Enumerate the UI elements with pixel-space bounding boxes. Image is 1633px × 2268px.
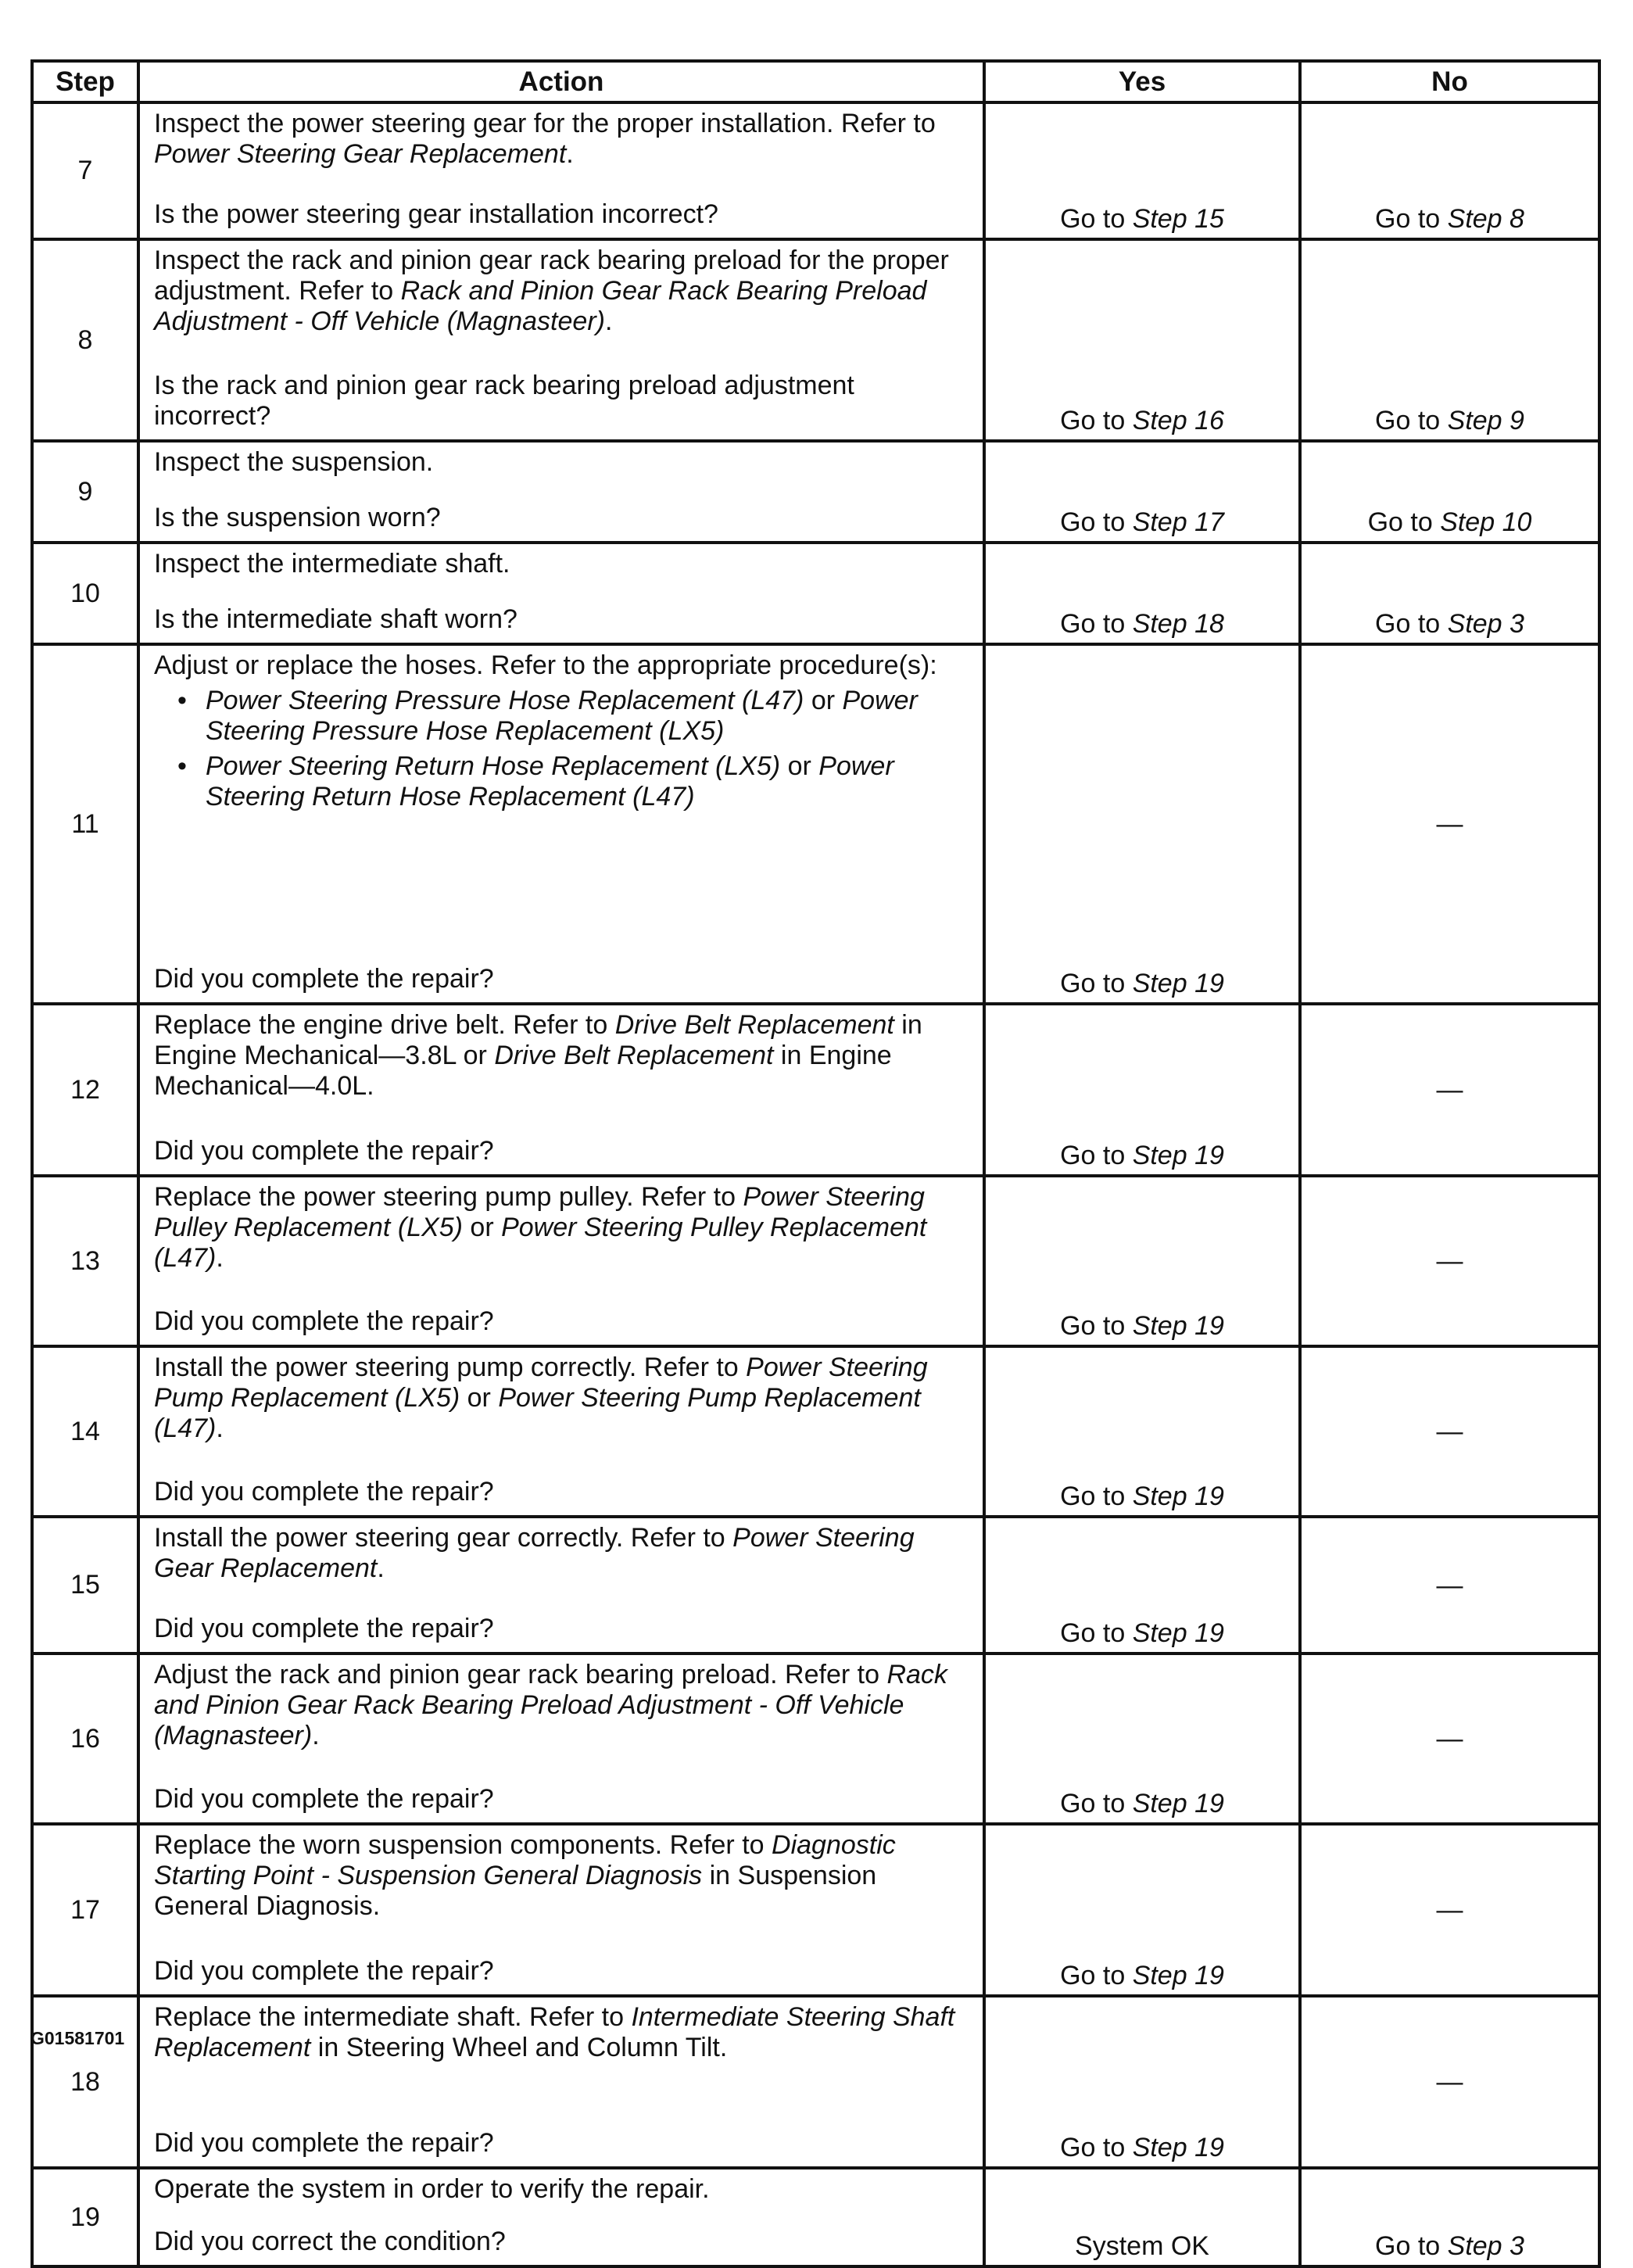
no-result — [1300, 1824, 1599, 1996]
no-result — [1300, 1654, 1599, 1824]
step-reference: Step 19 — [1132, 1789, 1224, 1818]
no-result — [1300, 102, 1599, 239]
action-text: . — [604, 306, 613, 336]
step-reference: Step 8 — [1447, 204, 1524, 234]
table-row — [32, 644, 1599, 1004]
yes-result — [984, 1824, 1300, 1996]
no-result-text: — — [1436, 1075, 1463, 1105]
reference-link-text: Power Steering Pulley Replacement (L47) — [154, 1213, 927, 1273]
yes-result — [984, 441, 1300, 543]
action-question: Did you complete the repair? — [154, 1956, 494, 1986]
no-result-text: — — [1436, 2067, 1463, 2097]
action-cell — [138, 239, 984, 441]
table-row — [32, 1176, 1599, 1346]
go-to-label: Go to — [1060, 204, 1133, 234]
procedure-list — [154, 686, 973, 812]
action-text: Inspect the power steering gear for the proper installation. Refer to — [154, 109, 936, 138]
step-number: 9 — [32, 441, 138, 543]
action-text: . — [377, 1553, 385, 1583]
yes-result — [984, 543, 1300, 644]
action-question: Did you complete the repair? — [154, 964, 494, 994]
table-row — [32, 239, 1599, 441]
action-cell — [138, 1176, 984, 1346]
go-to-label: Go to — [1367, 507, 1441, 537]
action-text: or — [462, 1213, 502, 1242]
no-result — [1300, 2168, 1599, 2266]
action-text: or — [804, 686, 843, 715]
action-cell — [138, 1824, 984, 1996]
yes-result — [984, 1176, 1300, 1346]
step-reference: Step 19 — [1132, 1141, 1224, 1170]
reference-link-text: Intermediate Steering Shaft Replacement — [154, 2002, 955, 2062]
action-text: . — [312, 1721, 320, 1750]
table-row — [32, 441, 1599, 543]
action-instruction — [154, 1660, 973, 1751]
action-text: Replace the engine drive belt. Refer to — [154, 1010, 615, 1040]
yes-result — [984, 2168, 1300, 2266]
action-cell — [138, 1004, 984, 1176]
action-text: Replace the worn suspension components. Refer to — [154, 1830, 772, 1860]
no-result — [1300, 239, 1599, 441]
step-number: 14 — [32, 1346, 138, 1517]
action-instruction — [154, 109, 973, 170]
reference-link-text: Rack and Pinion Gear Rack Bearing Preload Adjustment - Off Vehicle (Magnasteer) — [154, 1660, 947, 1750]
reference-link-text: Rack and Pinion Gear Rack Bearing Preload Adjustment - Off Vehicle (Magnasteer) — [154, 276, 927, 336]
yes-result — [984, 239, 1300, 441]
header-yes: Yes — [984, 61, 1300, 102]
step-number: 11 — [32, 644, 138, 1004]
yes-result-text: System OK — [1075, 2231, 1209, 2261]
action-instruction — [154, 447, 973, 478]
action-instruction — [154, 2002, 973, 2063]
step-number: 13 — [32, 1176, 138, 1346]
action-instruction — [154, 1830, 973, 1922]
table-row — [32, 1346, 1599, 1517]
action-text: Inspect the suspension. — [154, 447, 434, 477]
action-instruction — [154, 650, 973, 681]
header-no: No — [1300, 61, 1599, 102]
action-question: Did you complete the repair? — [154, 1614, 494, 1643]
action-text: . — [566, 139, 574, 169]
no-result — [1300, 1346, 1599, 1517]
go-to-label: Go to — [1060, 406, 1133, 435]
step-reference: Step 19 — [1132, 1961, 1224, 1990]
action-instruction — [154, 549, 973, 579]
reference-link-text: Power Steering Pressure Hose Replacement (LX5) — [206, 686, 918, 746]
step-reference: Step 3 — [1447, 2231, 1524, 2261]
table-row — [32, 1004, 1599, 1176]
action-cell — [138, 102, 984, 239]
yes-result — [984, 102, 1300, 239]
reference-link-text: Power Steering Pressure Hose Replacement (L47) — [206, 686, 804, 715]
yes-result — [984, 1996, 1300, 2168]
action-question: Did you complete the repair? — [154, 1306, 494, 1336]
step-reference: Step 18 — [1132, 609, 1224, 639]
reference-link-text: Power Steering Gear Replacement — [154, 139, 567, 169]
action-instruction — [154, 2174, 973, 2205]
action-question: Is the power steering gear installation incorrect? — [154, 199, 718, 229]
step-number: 16 — [32, 1654, 138, 1824]
action-text: Inspect the intermediate shaft. — [154, 549, 510, 579]
action-instruction — [154, 1182, 973, 1274]
go-to-label: Go to — [1375, 204, 1448, 234]
reference-link-text: Power Steering Return Hose Replacement (L47) — [206, 751, 894, 812]
reference-link-text: Drive Belt Replacement — [494, 1041, 774, 1070]
go-to-label: Go to — [1375, 406, 1448, 435]
action-instruction — [154, 245, 973, 337]
step-reference: Step 19 — [1132, 1618, 1224, 1648]
action-question: Did you complete the repair? — [154, 1136, 494, 1166]
procedure-list-item — [177, 686, 973, 747]
action-cell — [138, 1654, 984, 1824]
step-number: 17 — [32, 1824, 138, 1996]
step-number: 12 — [32, 1004, 138, 1176]
action-question: Did you complete the repair? — [154, 2128, 494, 2158]
go-to-label: Go to — [1060, 1789, 1133, 1818]
reference-link-text: Power Steering Pump Replacement (LX5) — [154, 1353, 928, 1413]
action-instruction — [154, 1353, 973, 1444]
reference-link-text: Power Steering Gear Replacement — [154, 1523, 915, 1583]
step-reference: Step 15 — [1132, 204, 1224, 234]
step-reference: Step 16 — [1132, 406, 1224, 435]
action-cell — [138, 441, 984, 543]
table-row — [32, 2168, 1599, 2266]
action-text: Install the power steering pump correctly. Refer to — [154, 1353, 747, 1382]
step-reference: Step 19 — [1132, 2133, 1224, 2162]
action-text: Adjust the rack and pinion gear rack bearing preload. Refer to — [154, 1660, 887, 1689]
reference-link-text: Drive Belt Replacement — [614, 1010, 894, 1040]
action-question: Is the intermediate shaft worn? — [154, 604, 517, 634]
step-reference: Step 19 — [1132, 1311, 1224, 1341]
table-row — [32, 102, 1599, 239]
action-text: or — [460, 1383, 499, 1413]
no-result — [1300, 441, 1599, 543]
table-row — [32, 543, 1599, 644]
action-instruction — [154, 1523, 973, 1584]
action-cell — [138, 2168, 984, 2266]
figure-id: G01581701 — [30, 2028, 125, 2048]
no-result-text: — — [1436, 1570, 1463, 1600]
go-to-label: Go to — [1060, 969, 1133, 998]
action-text: Replace the power steering pump pulley. Refer to — [154, 1182, 743, 1212]
action-text: Inspect the rack and pinion gear rack bearing preload for the proper adjustment. Refer to — [154, 245, 949, 306]
action-text: Replace the intermediate shaft. Refer to — [154, 2002, 632, 2032]
action-text: in Engine Mechanical—4.0L. — [154, 1041, 892, 1101]
go-to-label: Go to — [1060, 1482, 1133, 1511]
step-number: 19 — [32, 2168, 138, 2266]
action-text: in Suspension General Diagnosis. — [154, 1861, 877, 1921]
action-question: Did you complete the repair? — [154, 1784, 494, 1814]
header-action: Action — [138, 61, 984, 102]
go-to-label: Go to — [1375, 609, 1448, 639]
step-number: 10 — [32, 543, 138, 644]
step-reference: Step 19 — [1132, 969, 1224, 998]
action-text: . — [216, 1413, 224, 1443]
no-result — [1300, 644, 1599, 1004]
no-result-text: — — [1436, 1417, 1463, 1446]
step-reference: Step 3 — [1447, 609, 1524, 639]
yes-result — [984, 644, 1300, 1004]
action-text: . — [216, 1243, 224, 1273]
go-to-label: Go to — [1060, 1311, 1133, 1341]
yes-result — [984, 1654, 1300, 1824]
no-result-text: — — [1436, 1895, 1463, 1925]
no-result — [1300, 1176, 1599, 1346]
action-cell — [138, 1996, 984, 2168]
no-result — [1300, 1004, 1599, 1176]
step-reference: Step 19 — [1132, 1482, 1224, 1511]
action-question: Did you complete the repair? — [154, 1477, 494, 1507]
action-question: Is the rack and pinion gear rack bearing preload adjustment incorrect? — [154, 371, 854, 431]
action-question: Did you correct the condition? — [154, 2227, 506, 2256]
go-to-label: Go to — [1060, 1618, 1133, 1648]
step-number: 15 — [32, 1517, 138, 1654]
no-result-text: — — [1436, 1724, 1463, 1754]
no-result-text: — — [1436, 809, 1463, 839]
table-row — [32, 1824, 1599, 1996]
action-instruction — [154, 1010, 973, 1102]
step-number: 8 — [32, 239, 138, 441]
table-row — [32, 1517, 1599, 1654]
action-text: Install the power steering gear correctly. Refer to — [154, 1523, 733, 1553]
table-row — [32, 1996, 1599, 2168]
yes-result — [984, 1517, 1300, 1654]
step-reference: Step 10 — [1440, 507, 1532, 537]
action-text: in Engine Mechanical—3.8L or — [154, 1010, 922, 1070]
yes-result — [984, 1346, 1300, 1517]
step-number: 7 — [32, 102, 138, 239]
action-text: or — [780, 751, 819, 781]
action-text: Operate the system in order to verify the repair. — [154, 2174, 710, 2204]
diagnostic-table — [30, 59, 1601, 2268]
action-cell — [138, 1346, 984, 1517]
action-text: in Steering Wheel and Column Tilt. — [310, 2033, 728, 2062]
reference-link-text: Power Steering Pulley Replacement (LX5) — [154, 1182, 925, 1242]
action-cell — [138, 543, 984, 644]
go-to-label: Go to — [1060, 2133, 1133, 2162]
action-cell — [138, 1517, 984, 1654]
no-result — [1300, 1996, 1599, 2168]
reference-link-text: Power Steering Pump Replacement (L47) — [154, 1383, 921, 1443]
reference-link-text: Diagnostic Starting Point - Suspension General Diagnosis — [154, 1830, 896, 1890]
procedure-list-item — [177, 751, 973, 812]
yes-result — [984, 1004, 1300, 1176]
go-to-label: Go to — [1060, 609, 1133, 639]
go-to-label: Go to — [1375, 2231, 1448, 2261]
header-step: Step — [32, 61, 138, 102]
action-text: Adjust or replace the hoses. Refer to the appropriate procedure(s): — [154, 650, 937, 680]
no-result — [1300, 1517, 1599, 1654]
reference-link-text: Power Steering Return Hose Replacement (LX5) — [206, 751, 781, 781]
go-to-label: Go to — [1060, 1961, 1133, 1990]
no-result-text: — — [1436, 1246, 1463, 1276]
no-result — [1300, 543, 1599, 644]
action-cell — [138, 644, 984, 1004]
header-row — [32, 61, 1599, 102]
table-row — [32, 1654, 1599, 1824]
go-to-label: Go to — [1060, 1141, 1133, 1170]
action-question: Is the suspension worn? — [154, 503, 441, 532]
step-reference: Step 17 — [1132, 507, 1224, 537]
step-number: 18 — [32, 1996, 138, 2168]
go-to-label: Go to — [1060, 507, 1133, 537]
step-reference: Step 9 — [1447, 406, 1524, 435]
